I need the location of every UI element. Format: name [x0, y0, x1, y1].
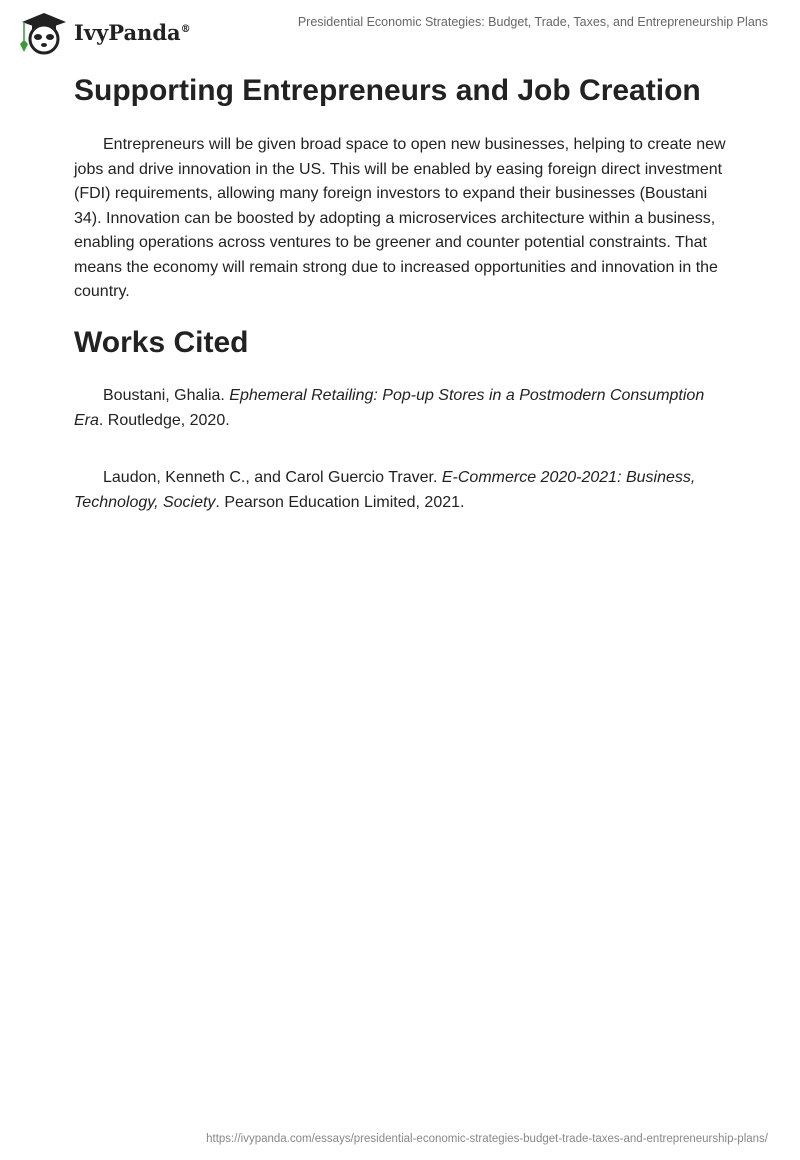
- citation-author: Laudon, Kenneth C., and Carol Guercio Traver.: [103, 469, 442, 486]
- citation-publisher: . Routledge, 2020.: [98, 411, 230, 429]
- section-heading: Supporting Entrepreneurs and Job Creation: [74, 74, 701, 107]
- body-paragraph: Entrepreneurs will be given broad space to open new businesses, helping to create new jobs and drive innovation in the US. This will be enabled by easing foreign direct investment (FDI) requirements, allowing many foreign investors to expand their businesses (Boustani 34). Innovation can be boosted by adopting a microservices architecture within a business, enabling operations across ventures to be greener and counter potential constraints. That means the economy will remain strong due to increased opportunities and innovation in the country.: [74, 136, 726, 300]
- citation-title: E-Commerce 2020-2021: Business, Technology, Society: [74, 469, 696, 511]
- ivypanda-logo[interactable]: [18, 8, 191, 56]
- panda-logo-icon: [18, 8, 68, 56]
- logo-text: IvyPanda: [74, 19, 181, 45]
- citation-author: Boustani, Ghalia.: [103, 387, 230, 404]
- registered-mark: ®: [180, 23, 191, 35]
- document-title: Presidential Economic Strategies: Budget, Trade, Taxes, and Entrepreneurship Plans: [297, 15, 768, 29]
- citation-entry: [74, 466, 734, 515]
- citation-title: Ephemeral Retailing: Pop-up Stores in a Postmodern Consumption Era: [74, 387, 705, 429]
- citation-entry: [74, 384, 734, 433]
- works-cited-heading: Works Cited: [74, 326, 249, 359]
- citation-publisher: . Pearson Education Limited, 2021.: [215, 493, 465, 511]
- source-url[interactable]: https://ivypanda.com/essays/presidential-economic-strategies-budget-trade-taxes-and-entrepreneurship-plans/: [206, 1133, 768, 1145]
